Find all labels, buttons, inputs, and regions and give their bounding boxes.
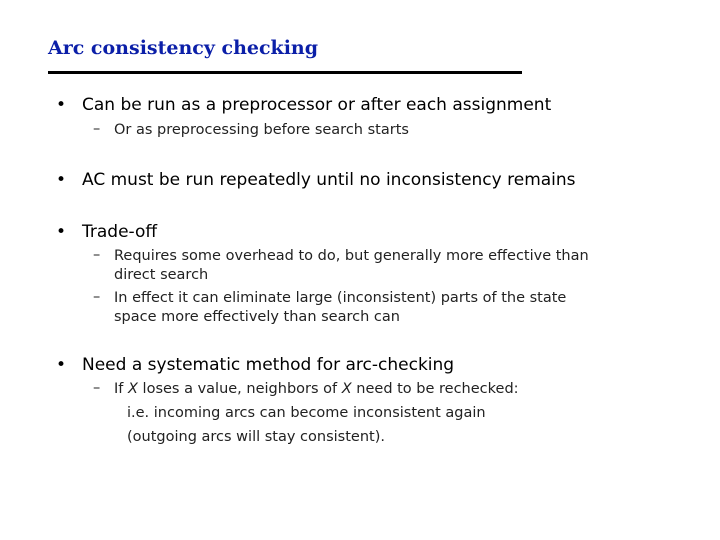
continuation-line-2: (outgoing arcs will stay consistent).	[127, 429, 385, 445]
title-underline	[48, 71, 522, 74]
text-segment: need to be rechecked:	[351, 381, 519, 397]
bullet-dot: •	[56, 95, 67, 115]
dash: –	[93, 380, 101, 396]
bullet-4-sub-1-text	[114, 380, 519, 399]
continuation-line-1: i.e. incoming arcs can become inconsistent again	[127, 405, 486, 421]
bullet-4-text: Need a systematic method for arc-checking	[82, 355, 455, 375]
bullet-1-text: Can be run as a preprocessor or after each assignment	[82, 95, 552, 115]
text-segment: If	[114, 381, 128, 397]
dash: –	[93, 121, 101, 137]
bullet-3-sub-1-text	[114, 247, 589, 285]
dash: –	[93, 289, 101, 305]
bullet-dot: •	[56, 355, 67, 375]
slide-title: Arc consistency checking	[48, 37, 319, 59]
variable-x: X	[128, 381, 138, 397]
bullet-3-sub-1-line-2: direct search	[114, 267, 209, 283]
bullet-1-sub-1-text: Or as preprocessing before search starts	[114, 122, 409, 138]
bullet-3-sub-2-text	[114, 289, 566, 327]
bullet-3-text: Trade-off	[82, 222, 158, 242]
bullet-3-sub-2-line-2: space more effectively than search can	[114, 309, 400, 325]
bullet-3-sub-1-line-1: Requires some overhead to do, but generally more effective than	[114, 248, 589, 264]
bullet-2-text: AC must be run repeatedly until no inconsistency remains	[82, 170, 576, 190]
dash: –	[93, 247, 101, 263]
bullet-dot: •	[56, 170, 67, 190]
text-segment: loses a value, neighbors of	[137, 381, 342, 397]
bullet-dot: •	[56, 222, 67, 242]
variable-x: X	[341, 381, 352, 397]
bullet-3-sub-2-line-1: In effect it can eliminate large (inconsistent) parts of the state	[114, 290, 567, 306]
